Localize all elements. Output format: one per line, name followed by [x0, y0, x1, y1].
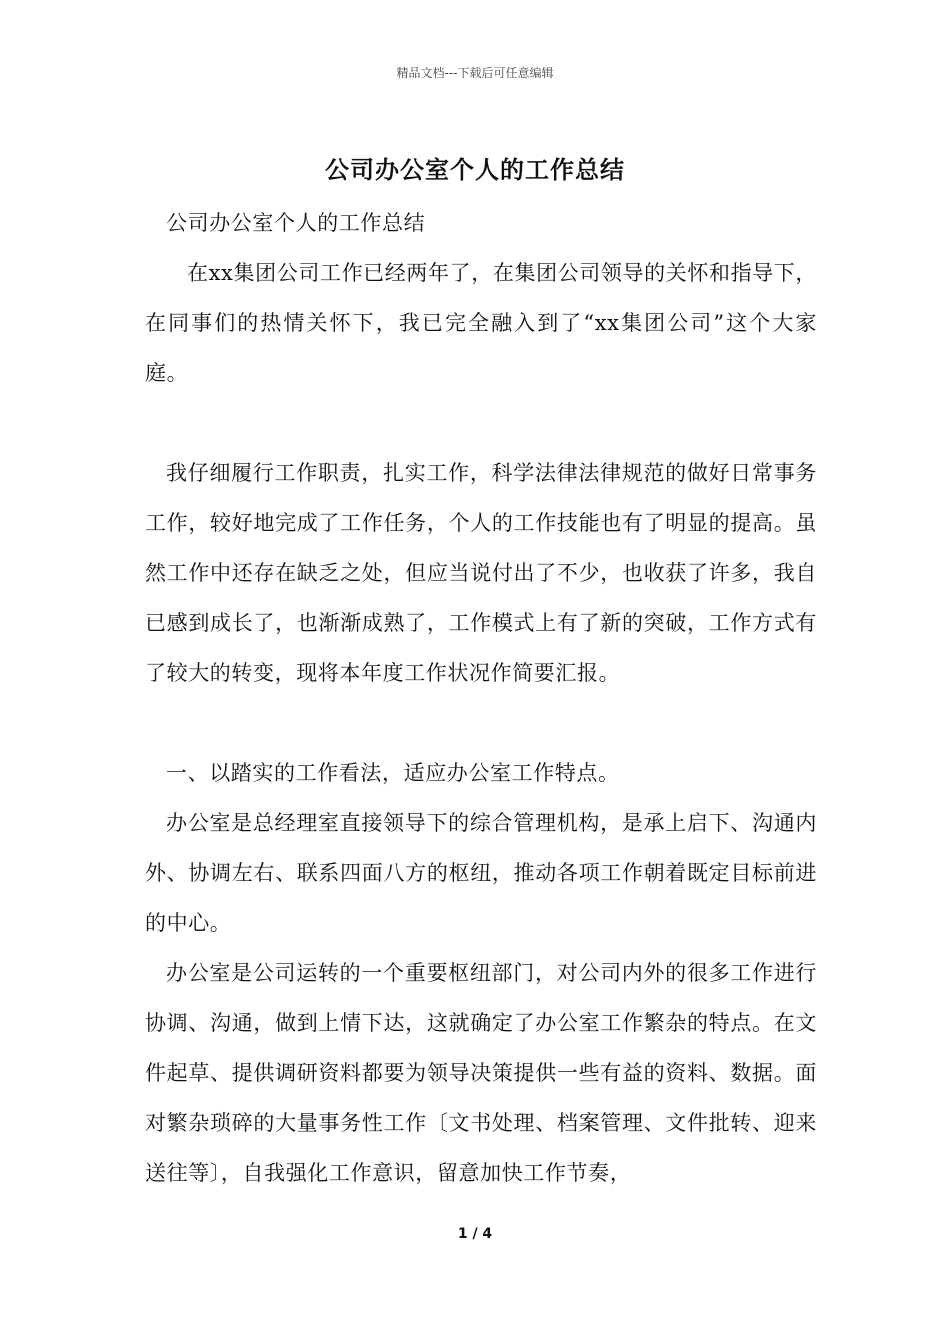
- paragraph-office-hub: 办公室是公司运转的一个重要枢纽部门，对公司内外的很多工作进行协调、沟通，做到上情下达，这就确定了办公室工作繁杂的特点。在文件起草、提供调研资料都要为领导决策提供一些有益的资料、数据。面对繁杂琐碎的大量事务性工作〔文书处理、档案管理、文件批转、迎来送往等〕，自我强化工作意识，留意加快工作节奏，: [145, 961, 817, 1185]
- page-header: 精品文档---下载后可任意编辑: [396, 66, 554, 80]
- section-heading-1: 一、以踏实的工作看法，适应办公室工作特点。: [166, 761, 620, 785]
- paragraph-spacer: [145, 398, 817, 448]
- subtitle-paragraph: 公司办公室个人的工作总结: [166, 211, 426, 235]
- paragraph-intro: 在xx集团公司工作已经两年了，在集团公司领导的关怀和指导下，在同事们的热情关怀下，我已完全融入到了“xx集团公司”这个大家庭。: [145, 261, 817, 385]
- page-number: 1 / 4: [457, 1226, 493, 1242]
- paragraph-office-role: 办公室是总经理室直接领导下的综合管理机构，是承上启下、沟通内外、协调左右、联系四面八方的枢纽，推动各项工作朝着既定目标前进的中心。: [145, 811, 817, 935]
- paragraph-duties: 我仔细履行工作职责，扎实工作，科学法律法律规范的做好日常事务工作，较好地完成了工作任务，个人的工作技能也有了明显的提高。虽然工作中还存在缺乏之处，但应当说付出了不少，也收获了许多，我自已感到成长了，也渐渐成熟了，工作模式上有了新的突破，工作方式有了较大的转变，现将本年度工作状况作简要汇报。: [145, 461, 817, 685]
- document-title: 公司办公室个人的工作总结: [325, 155, 625, 184]
- document-body: [145, 198, 817, 1198]
- paragraph-spacer: [145, 698, 817, 748]
